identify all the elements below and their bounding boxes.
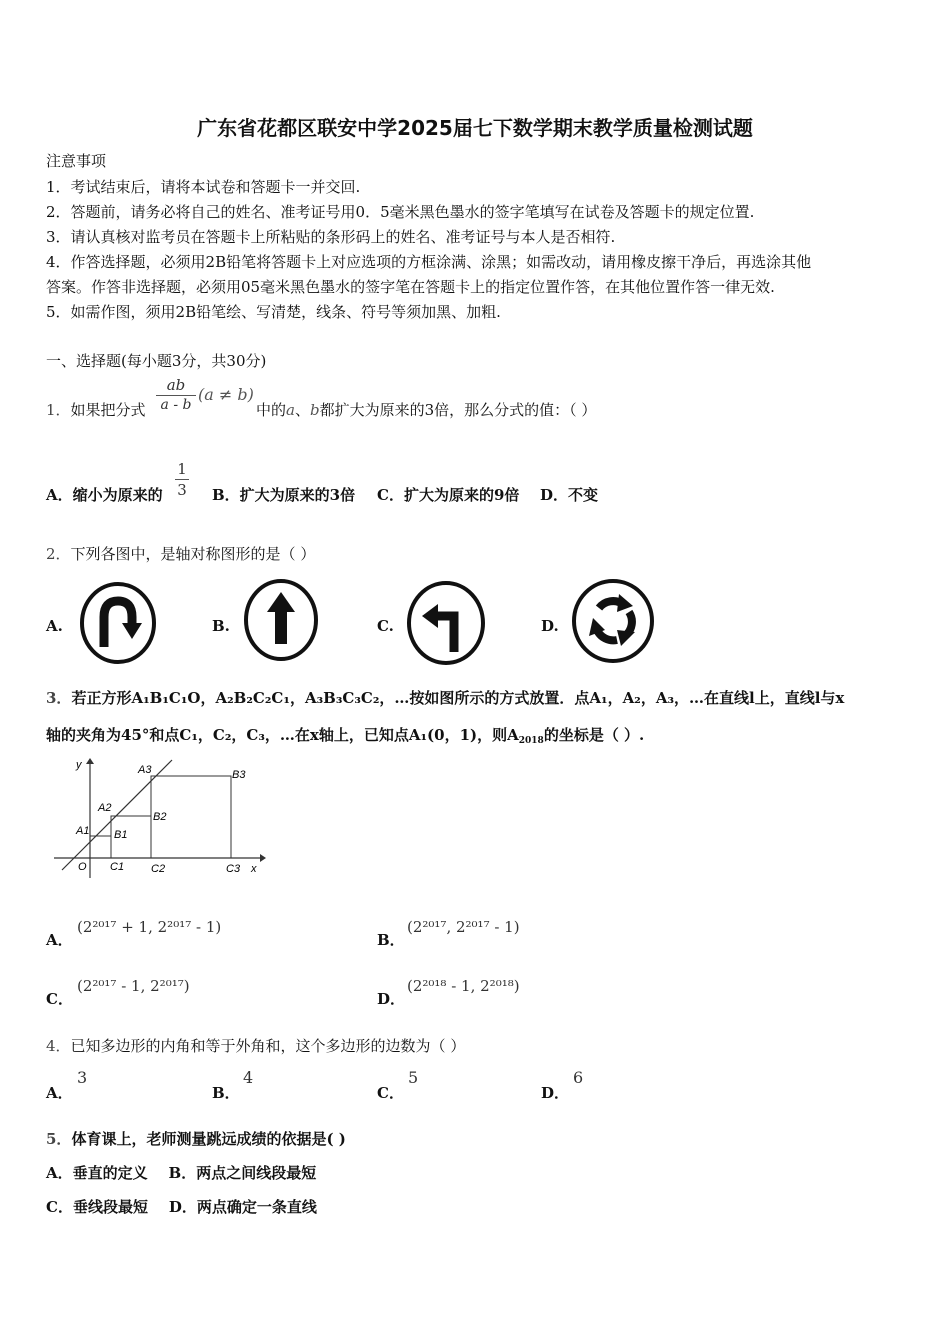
q2-number: 2． — [46, 545, 71, 563]
q4-label-b[interactable]: B． — [212, 1084, 240, 1102]
q4-stem — [46, 1033, 465, 1059]
q1-var-b: b — [309, 401, 320, 419]
q2-option-d-roundabout-sign[interactable] — [571, 578, 655, 668]
uturn-sign-icon — [80, 581, 160, 665]
q3-number: 3． — [46, 689, 72, 707]
fig-label-C1: C1 — [110, 861, 125, 873]
q1-pre: 如果把分式 — [70, 401, 146, 419]
q3-option-c[interactable]: (2²⁰¹⁷ - 1, 2²⁰¹⁷) — [77, 977, 190, 995]
q4-number: 4． — [46, 1037, 71, 1055]
note-item-4-cont: 答案。作答非选择题，必须用05毫米黑色墨水的签字笔在答题卡上的指定位置作答，在其他位置作答一律无效. — [46, 278, 775, 296]
note-item-3: 3．请认真核对监考员在答题卡上所粘贴的条形码上的姓名、准考证号与本人是否相符. — [46, 228, 616, 246]
q1-fraction — [156, 376, 196, 413]
fig-label-A2: A2 — [98, 802, 112, 814]
q3-line2-sub: 2018 — [518, 736, 544, 746]
section-heading: 一、选择题(每小题3分，共30分) — [46, 352, 267, 370]
squares-on-line-diagram — [52, 756, 267, 880]
q4-label-c[interactable]: C． — [377, 1084, 404, 1102]
fig-label-B3: B3 — [232, 769, 246, 781]
q2-label-d[interactable]: D. — [541, 617, 559, 635]
q2-text: 下列各图中，是轴对称图形的是（ ） — [70, 545, 316, 563]
page-title: 广东省花都区联安中学2025届七下数学期末教学质量检测试题 — [197, 116, 753, 140]
q1-stem — [46, 397, 146, 423]
q4-option-c[interactable]: 5 — [408, 1068, 419, 1087]
q1-number: 1． — [46, 401, 71, 419]
q3-line2a: 轴的夹角为45°和点C₁，C₂，C₃，…在x轴上，已知点A₁(0，1)，则A — [46, 726, 519, 744]
q3-option-d[interactable]: (2²⁰¹⁸ - 1, 2²⁰¹⁸) — [407, 977, 520, 995]
q3-option-b[interactable]: (2²⁰¹⁷, 2²⁰¹⁷ - 1) — [407, 918, 520, 936]
q3-stem-line1 — [46, 685, 844, 711]
fig-label-y: y — [76, 759, 82, 771]
q1-option-a[interactable]: A．缩小为原来的 — [46, 486, 163, 504]
q5-text: 体育课上，老师测量跳远成绩的依据是( ) — [71, 1130, 346, 1148]
q1-option-b[interactable]: B．扩大为原来的3倍 — [212, 486, 356, 504]
q4-label-a[interactable]: A． — [46, 1084, 73, 1102]
q4-option-d[interactable]: 6 — [573, 1068, 584, 1087]
q1-sep: 、 — [294, 401, 310, 419]
q1-post-text: 都扩大为原来的3倍，那么分式的值：（ ） — [319, 401, 597, 419]
q3-label-b[interactable]: B． — [377, 931, 405, 949]
note-item-5: 5．如需作图，须用2B铅笔绘、写清楚，线条、符号等须加黑、加粗. — [46, 303, 501, 321]
fig-label-x: x — [251, 863, 257, 875]
notes-heading: 注意事项 — [46, 152, 107, 170]
q1-option-a-fraction — [175, 460, 189, 499]
q5-number: 5． — [46, 1130, 72, 1148]
q3-label-c[interactable]: C． — [46, 990, 73, 1008]
q3-line1: 若正方形A₁B₁C₁O，A₂B₂C₂C₁，A₃B₃C₃C₂，…按如图所示的方式放置．点A₁，A₂，A₃，…在直线l上，直线l与x — [71, 689, 845, 707]
q1-mid: 中的 — [256, 401, 287, 419]
q5-stem — [46, 1126, 346, 1152]
q1-post — [256, 397, 596, 423]
left-turn-sign-icon — [406, 580, 486, 666]
fig-label-A3: A3 — [138, 764, 152, 776]
q2-label-c[interactable]: C. — [377, 617, 394, 635]
q2-option-c-left-turn-sign[interactable] — [406, 580, 486, 670]
note-item-1: 1．考试结束后，请将本试卷和答题卡一并交回. — [46, 178, 361, 196]
q2-option-b-straight-sign[interactable] — [243, 578, 319, 666]
q2-label-b[interactable]: B. — [212, 617, 230, 635]
fig-label-C3: C3 — [226, 863, 241, 875]
q2-label-a[interactable]: A. — [46, 617, 63, 635]
q3-line2b: 的坐标是（ ）. — [543, 726, 645, 744]
q2-option-a-uturn-sign[interactable] — [80, 581, 160, 669]
q5-options-row1[interactable]: A．垂直的定义 B．两点之间线段最短 — [46, 1164, 317, 1182]
note-item-4: 4．作答选择题，必须用2B铅笔将答题卡上对应选项的方框涂满、涂黑；如需改动，请用橡皮擦干净后，再选涂其他 — [46, 253, 812, 271]
q4-option-b[interactable]: 4 — [243, 1068, 254, 1087]
roundabout-sign-icon — [571, 578, 655, 664]
note-item-2: 2．答题前，请务必将自己的姓名、准考证号用0．5毫米黑色墨水的签字笔填写在试卷及答题卡的规定位置. — [46, 203, 755, 221]
q1-frac-numerator: ab — [166, 376, 186, 394]
fig-label-O: O — [78, 861, 87, 873]
q1-option-c[interactable]: C．扩大为原来的9倍 — [377, 486, 520, 504]
fig-label-B2: B2 — [153, 811, 167, 823]
q1-opta-den: 3 — [177, 481, 187, 499]
q2-stem — [46, 541, 315, 567]
fig-label-C2: C2 — [151, 863, 166, 875]
q1-opta-num: 1 — [177, 460, 187, 478]
q4-text: 已知多边形的内角和等于外角和，这个多边形的边数为（ ） — [70, 1037, 466, 1055]
q3-label-a[interactable]: A． — [46, 931, 73, 949]
q1-option-d[interactable]: D．不变 — [540, 486, 599, 504]
q3-label-d[interactable]: D． — [377, 990, 406, 1008]
q3-stem-line2 — [46, 722, 644, 754]
q1-var-a: a — [286, 401, 295, 419]
q4-label-d[interactable]: D． — [541, 1084, 570, 1102]
straight-arrow-sign-icon — [243, 578, 319, 662]
q3-figure — [52, 756, 267, 884]
q1-condition: (a ≠ b) — [198, 385, 254, 404]
q5-options-row2[interactable]: C．垂线段最短 D．两点确定一条直线 — [46, 1198, 317, 1216]
q1-frac-denominator: a - b — [160, 397, 192, 413]
fig-label-A1: A1 — [76, 825, 90, 837]
q3-option-a[interactable]: (2²⁰¹⁷ + 1, 2²⁰¹⁷ - 1) — [77, 918, 222, 936]
q4-option-a[interactable]: 3 — [77, 1068, 88, 1087]
fig-label-B1: B1 — [114, 829, 128, 841]
